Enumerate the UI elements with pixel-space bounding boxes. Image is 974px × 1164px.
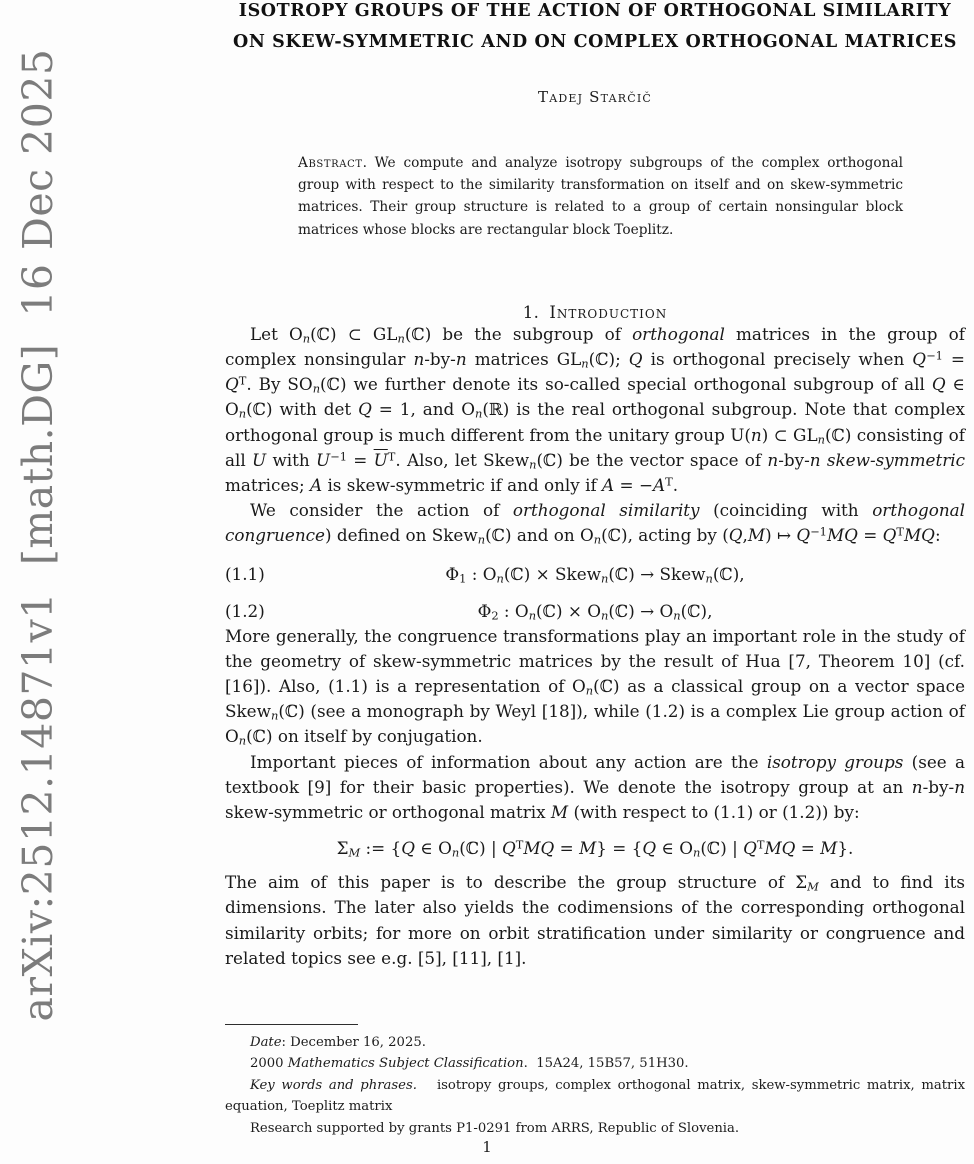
intro-paragraph-2: We consider the action of orthogonal similarity (coinciding with orthogonal congruence) defined on Skew$_n$(ℂ) and on $O_n(ℂ)$, acting by (Q,M) ↦ $Q^{-1}MQ = Q^TMQ$: bbox=[225, 500, 966, 547]
intro-paragraph-1: Let $O_n(ℂ)$ ⊂ $GL_n(ℂ)$ be the subgroup of orthogonal matrices in the group of complex nonsingular n-by-n matrices $GL_n(ℂ)$; Q is orthogonal precisely when $Q^{-1} = Q^T$. By $SO_n(ℂ)$ we further denote its so-called special orthogonal subgroup of all Q ∈ $O_n(ℂ)$ with det Q = 1, and $O_n(ℝ)$ is the real orthogonal subgroup. Note that complex orthogonal group is much different from the unitary group U(n) ⊂ $GL_n(ℂ)$ consisting of all U with $U^{-1} = \overline{U}^T$. Also, let Skew$_n$(ℂ) be the vector space of n-by-n skew-symmetric matrices; A is skew-symmetric if and only if $A = -A^T$. bbox=[225, 323, 966, 496]
intro-paragraph-3: More generally, the congruence transformations play an important role in the study of the geometry of skew-symmetric matrices by the result of Hua [7, Theorem 10] (cf. [16]). Also, (1.1) is a representation of $O_n(ℂ)$ as a classical group on a vector space Skew$_n$(ℂ) (see a monograph by Weyl [18]), while (1.2) is a complex Lie group action of $O_n(ℂ)$ on itself by conjugation. bbox=[225, 625, 966, 748]
author-name: Tadej Starčič bbox=[538, 88, 652, 106]
section-title: Introduction bbox=[549, 302, 668, 322]
equation-formula-1-2: $\Phi_2$ : $O_n(ℂ)$ × $O_n(ℂ)$ → $O_n(ℂ)$, bbox=[477, 600, 713, 623]
equation-label-1-2: (1.2) bbox=[225, 600, 265, 621]
abstract bbox=[298, 152, 903, 241]
page-number: 1 bbox=[482, 1138, 492, 1156]
footnote-rule bbox=[225, 1024, 358, 1025]
arxiv-watermark: arXiv:2512.14871v1 [math.DG] 16 Dec 2025 bbox=[14, 48, 62, 1022]
section-number: 1. bbox=[522, 302, 540, 322]
equation-label-1-1: (1.1) bbox=[225, 563, 265, 584]
equation-row-1-2 bbox=[225, 599, 965, 624]
title-line-2: ON SKEW-SYMMETRIC AND ON COMPLEX ORTHOGONAL MATRICES bbox=[233, 32, 957, 52]
section-heading bbox=[225, 303, 965, 322]
footnote-funding: Research supported by grants P1-0291 from ARRS, Republic of Slovenia. bbox=[250, 1120, 740, 1136]
equation-formula-1-1: $\Phi_1$ : $O_n(ℂ)$ × Skew$_n$(ℂ) → Skew$_n$(ℂ), bbox=[445, 563, 745, 586]
intro-paragraph-5: The aim of this paper is to describe the group structure of $\Sigma_M$ and to find its dimensions. The later also yields the codimensions of the corresponding orthogonal similarity orbits; for more on orbit stratification under similarity or congruence and related topics see e.g. [5], [11], [1]. bbox=[225, 872, 965, 968]
footnote-keywords: Key words and phrases. isotropy groups, complex orthogonal matrix, skew-symmetric matrix, matrix equation, Toeplitz matrix bbox=[225, 1077, 966, 1115]
abstract-label: Abstract. bbox=[298, 155, 368, 171]
intro-paragraph-4: Important pieces of information about any action are the isotropy groups (see a textbook [9] for their basic properties). We denote the isotropy group at an n-by-n skew-symmetric or orthogonal matrix M (with respect to (1.1) or (1.2)) by: bbox=[225, 751, 965, 823]
title-line-1: ISOTROPY GROUPS OF THE ACTION OF ORTHOGONAL SIMILARITY bbox=[238, 1, 952, 21]
content-column bbox=[225, 0, 965, 971]
footnote-msc: 2000 Mathematics Subject Classification. 15A24, 15B57, 51H30. bbox=[250, 1056, 689, 1072]
footnotes bbox=[225, 1024, 965, 1139]
footnote-date: Date: December 16, 2025. bbox=[250, 1035, 426, 1050]
equation-row-1-1 bbox=[225, 562, 965, 587]
abstract-text: We compute and analyze isotropy subgroups of the complex orthogonal group with respect to the similarity transformation on itself and on skew-symmetric matrices. Their group structure is related to a group of certain nonsingular block matrices whose blocks are rectangular block Toeplitz. bbox=[298, 155, 903, 238]
display-equation-sigma: $\Sigma_M$ := {Q ∈ $O_n(ℂ)$ | $Q^TMQ = M\} = \{Q$ ∈ $O_n(ℂ)$ | $Q^TMQ = M$}. bbox=[336, 837, 854, 860]
paper-title bbox=[225, 0, 965, 58]
